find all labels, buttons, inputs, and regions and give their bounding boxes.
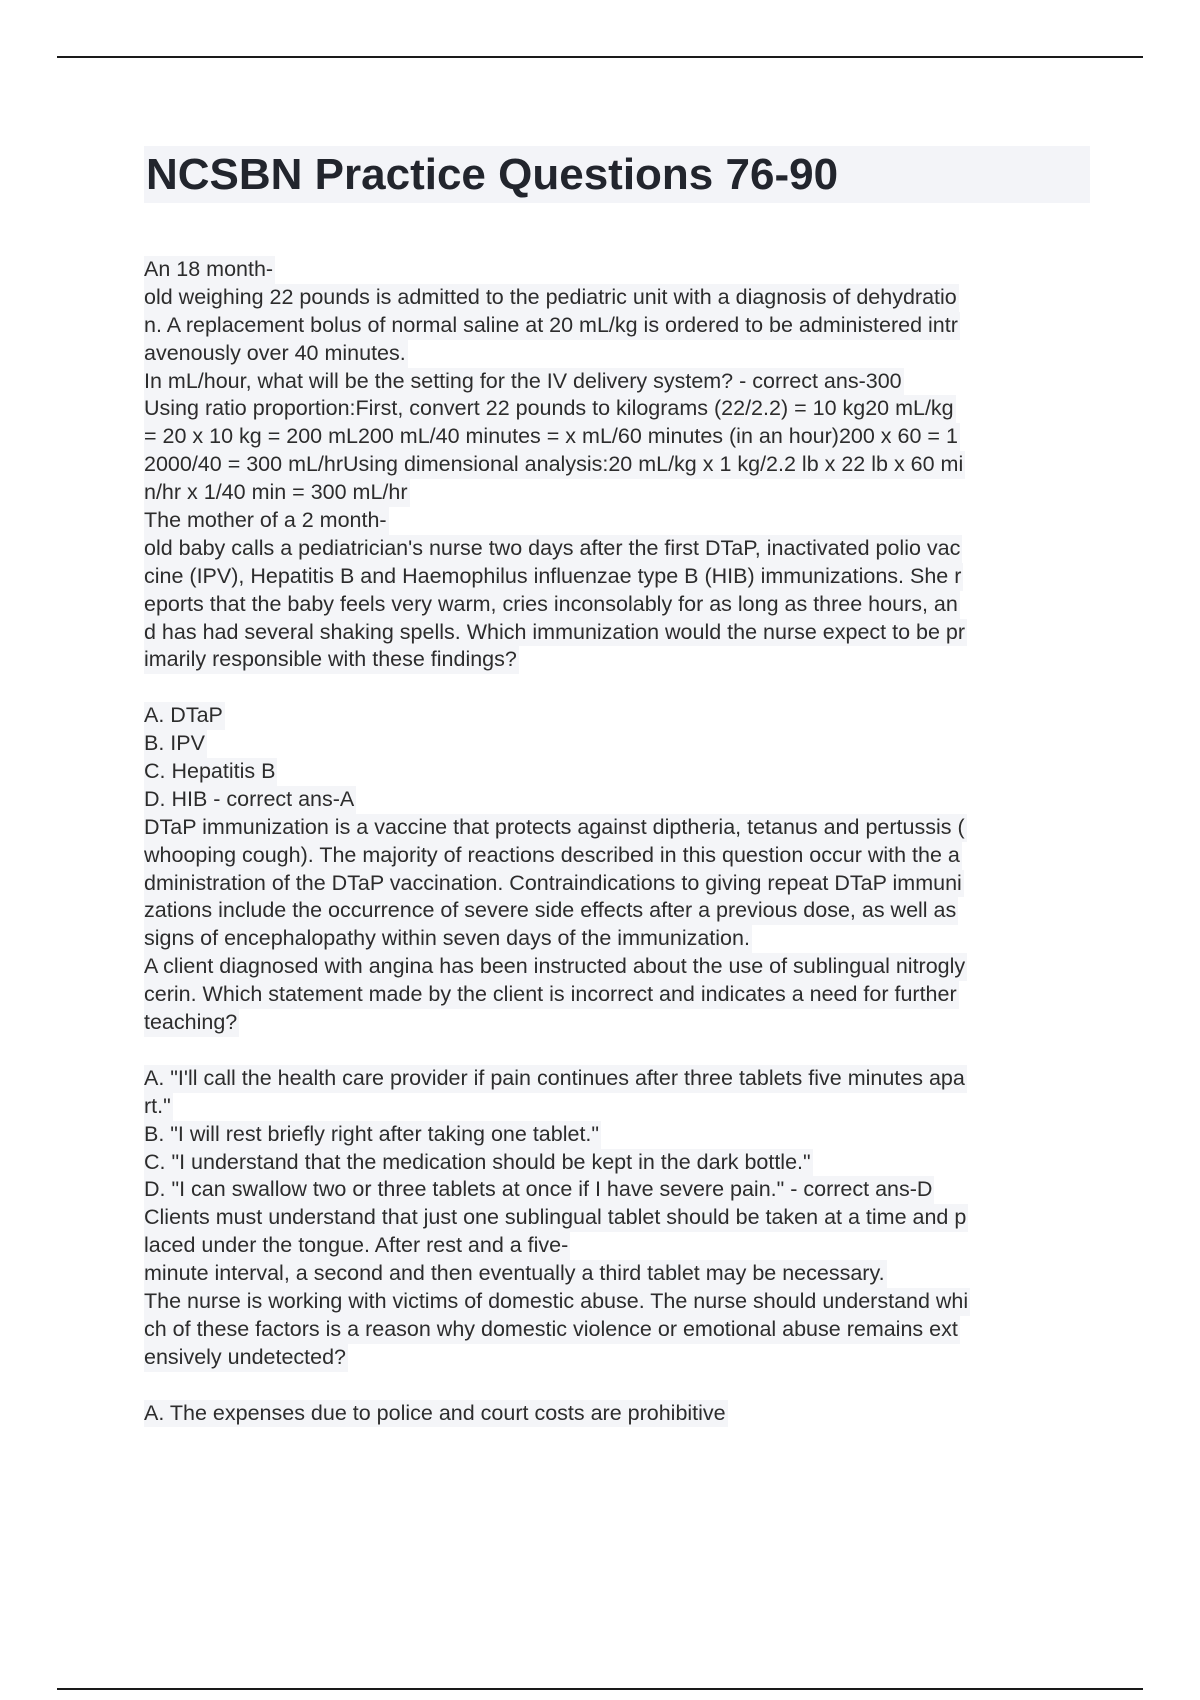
text-line: An 18 month- [144,256,275,284]
text-line: teaching? [144,1009,239,1037]
text-line: D. HIB - correct ans-A [144,786,356,814]
text-line: n. A replacement bolus of normal saline at 20 mL/kg is ordered to be administered intr [144,312,960,340]
paragraph-gap [144,1037,1094,1065]
text-line: signs of encephalopathy within seven days of the immunization. [144,925,752,953]
text-line: ch of these factors is a reason why domestic violence or emotional abuse remains ext [144,1316,960,1344]
text-line: A. DTaP [144,702,225,730]
paragraph-gap [144,674,1094,702]
page-title: NCSBN Practice Questions 76-90 [146,150,839,199]
text-line: In mL/hour, what will be the setting for the IV delivery system? - correct ans-300 [144,368,904,396]
text-line: A client diagnosed with angina has been instructed about the use of sublingual nitrogly [144,953,967,981]
text-line: zations include the occurrence of severe side effects after a previous dose, as well as [144,897,958,925]
text-line: A. "I'll call the health care provider if pain continues after three tablets five minutes apa [144,1065,967,1093]
text-line: imarily responsible with these findings? [144,646,519,674]
text-line: C. "I understand that the medication should be kept in the dark bottle." [144,1149,813,1177]
text-line: DTaP immunization is a vaccine that protects against diptheria, tetanus and pertussis ( [144,814,967,842]
text-line: whooping cough). The majority of reactions described in this question occur with the a [144,842,962,870]
text-line: B. "I will rest briefly right after taking one tablet." [144,1121,601,1149]
text-line: cine (IPV), Hepatitis B and Haemophilus influenzae type B (HIB) immunizations. She r [144,563,963,591]
text-line: The mother of a 2 month- [144,507,389,535]
text-line: d has had several shaking spells. Which immunization would the nurse expect to be pr [144,619,967,647]
text-line: minute interval, a second and then eventually a third tablet may be necessary. [144,1260,887,1288]
top-rule [57,56,1143,58]
text-line: = 20 x 10 kg = 200 mL200 mL/40 minutes = x mL/60 minutes (in an hour)200 x 60 = 1 [144,423,960,451]
text-line: cerin. Which statement made by the client is incorrect and indicates a need for further [144,981,959,1009]
text-line: rt." [144,1093,173,1121]
text-line: Using ratio proportion:First, convert 22 pounds to kilograms (22/2.2) = 10 kg20 mL/kg [144,395,956,423]
text-line: laced under the tongue. After rest and a five- [144,1232,570,1260]
text-line: A. The expenses due to police and court costs are prohibitive [144,1400,728,1428]
text-line: dministration of the DTaP vaccination. Contraindications to giving repeat DTaP immuni [144,870,964,898]
text-line: old baby calls a pediatrician's nurse two days after the first DTaP, inactivated polio vac [144,535,962,563]
bottom-rule [57,1688,1143,1690]
paragraph-gap [144,1372,1094,1400]
text-line: eports that the baby feels very warm, cries inconsolably for as long as three hours, an [144,591,960,619]
text-line: C. Hepatitis B [144,758,277,786]
text-line: avenously over 40 minutes. [144,340,408,368]
text-line: n/hr x 1/40 min = 300 mL/hr [144,479,410,507]
text-line: The nurse is working with victims of domestic abuse. The nurse should understand whi [144,1288,970,1316]
text-line: Clients must understand that just one sublingual tablet should be taken at a time and p [144,1204,968,1232]
text-line: old weighing 22 pounds is admitted to the pediatric unit with a diagnosis of dehydratio [144,284,959,312]
text-line: B. IPV [144,730,207,758]
text-line: 2000/40 = 300 mL/hrUsing dimensional analysis:20 mL/kg x 1 kg/2.2 lb x 22 lb x 60 mi [144,451,965,479]
text-line: D. "I can swallow two or three tablets at once if I have severe pain." - correct ans-D [144,1176,934,1204]
document-body [144,256,1094,1427]
text-line: ensively undetected? [144,1344,348,1372]
